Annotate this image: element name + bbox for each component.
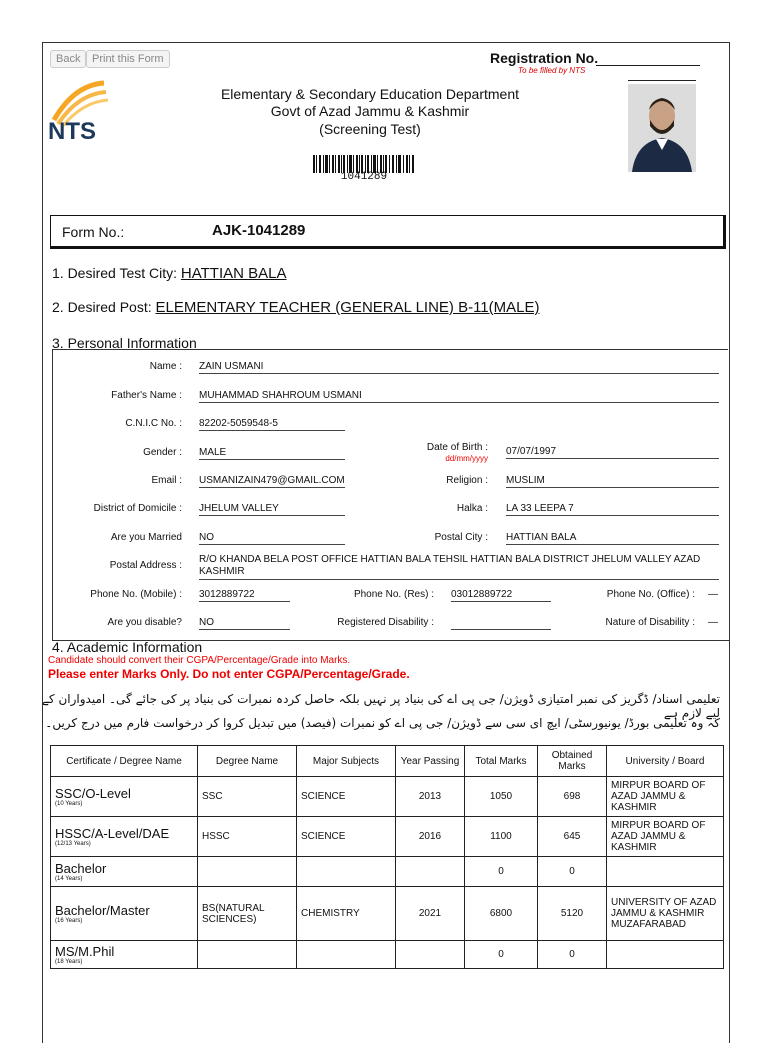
cert-cell (51, 941, 198, 969)
married-value: NO (199, 532, 345, 545)
major-cell: SCIENCE (297, 777, 396, 817)
disable-value: NO (199, 617, 290, 630)
major-cell: CHEMISTRY (297, 887, 396, 941)
year-cell: 2016 (396, 817, 465, 857)
desired-post (52, 299, 540, 316)
cert-name: SSC/O-Level (55, 786, 131, 801)
office-phone-label: Phone No. (Office) : (606, 589, 695, 600)
registration-line (596, 65, 700, 66)
desired-city-label: 1. Desired Test City: (52, 265, 178, 281)
name-value: ZAIN USMANI (199, 361, 719, 374)
domicile-label: District of Domicile : (93, 503, 182, 514)
cert-years: (16 Years) (55, 918, 83, 924)
urdu-instruction-2: کہ وہ تعلیمی بورڈ/ یونیورسٹی/ ایچ ای سی سے ڈویژن/ جی پی اے کو نمبرات (فیصد) میں تبدیل کروا کر درخواست فارم میں درج کریں۔ (45, 716, 720, 730)
cert-years: (18 Years) (55, 959, 83, 965)
religion-value: MUSLIM (506, 475, 719, 488)
academic-table (50, 745, 724, 969)
cert-cell (51, 857, 198, 887)
mobile-value: 3012889722 (199, 589, 290, 602)
postal-city-label: Postal City : (434, 532, 488, 543)
degree-cell (198, 857, 297, 887)
form-number-box (50, 215, 726, 249)
degree-cell: SSC (198, 777, 297, 817)
year-cell (396, 941, 465, 969)
table-row (51, 777, 724, 817)
degree-cell: HSSC (198, 817, 297, 857)
cert-name: Bachelor (55, 861, 107, 876)
total-cell: 1050 (465, 777, 538, 817)
office-phone-value: — (708, 589, 718, 600)
address-label: Postal Address : (109, 560, 182, 571)
desired-city-value: HATTIAN BALA (180, 265, 287, 282)
obtained-cell: 698 (538, 777, 607, 817)
academic-note-2: Please enter Marks Only. Do not enter CGPA/Percentage/Grade. (48, 667, 410, 681)
board-cell (607, 857, 724, 887)
dob-format-hint: dd/mm/yyyy (445, 454, 488, 463)
nature-disability-value: — (708, 617, 718, 628)
cert-name: HSSC/A-Level/DAE (55, 826, 170, 841)
gender-value: MALE (199, 447, 345, 460)
religion-label: Religion : (446, 475, 488, 486)
registration-label: Registration No. (490, 50, 599, 66)
nts-logo-text: NTS (48, 118, 96, 145)
cert-years: (12/13 Years) (55, 841, 91, 847)
res-phone-label: Phone No. (Res) : (353, 589, 434, 600)
nature-disability-label: Nature of Disability : (605, 617, 695, 628)
cert-years: (14 Years) (55, 876, 83, 882)
table-row (51, 941, 724, 969)
academic-info-heading: 4. Academic Information (52, 639, 203, 655)
year-cell (396, 857, 465, 887)
father-name-value: MUHAMMAD SHAHROUM USMANI (199, 390, 719, 403)
major-cell: SCIENCE (297, 817, 396, 857)
board-cell: MIRPUR BOARD OF AZAD JAMMU & KASHMIR (607, 817, 724, 857)
total-cell: 0 (465, 941, 538, 969)
total-cell: 1100 (465, 817, 538, 857)
col-major: Major Subjects (297, 746, 396, 777)
academic-table-header (51, 746, 724, 777)
registration-line-2 (628, 80, 696, 81)
col-obtained-marks: Obtained Marks (538, 746, 607, 777)
registration-note: To be filled by NTS (518, 66, 586, 75)
header-govt: Govt of Azad Jammu & Kashmir (270, 103, 470, 119)
barcode-number: 1041289 (340, 171, 388, 183)
cnic-label: C.N.I.C No. : (125, 418, 182, 429)
candidate-photo (628, 84, 696, 172)
dob-label: Date of Birth : (426, 442, 488, 453)
back-button[interactable]: Back (50, 50, 86, 68)
major-cell (297, 857, 396, 887)
disable-label: Are you disable? (107, 617, 182, 628)
postal-city-value: HATTIAN BALA (506, 532, 719, 545)
cert-cell (51, 817, 198, 857)
form-number-label: Form No.: (62, 224, 125, 240)
name-label: Name : (149, 361, 182, 372)
degree-cell (198, 941, 297, 969)
table-row (51, 887, 724, 941)
header-department: Elementary & Secondary Education Department (220, 86, 520, 102)
cert-cell (51, 887, 198, 941)
col-total-marks: Total Marks (465, 746, 538, 777)
desired-post-label: 2. Desired Post: (52, 299, 152, 315)
married-label: Are you Married (110, 532, 182, 543)
cert-name: MS/M.Phil (55, 944, 115, 959)
obtained-cell: 645 (538, 817, 607, 857)
gender-label: Gender : (143, 447, 182, 458)
registered-disability-value (451, 617, 551, 630)
registered-disability-label: Registered Disability : (337, 617, 434, 628)
urdu-instruction-1: تعلیمی اسناد/ ڈگریز کی نمبر امتیازی ڈویژن/ جی پی اے کی بنیاد پر نہیں بلکہ حاصل کردہ نمبرات کی بنیاد پر کی جائے گی۔ امیدواران کے لیے لازم ہے (41, 692, 720, 720)
address-value: R/O KHANDA BELA POST OFFICE HATTIAN BALA TEHSIL HATTIAN BALA DISTRICT JHELUM VALLEY AZAD KASHMIR (199, 554, 719, 580)
col-year: Year Passing (396, 746, 465, 777)
candidate-photo-image (628, 84, 696, 172)
father-name-label: Father's Name : (111, 390, 182, 401)
print-form-button[interactable]: Print this Form (86, 50, 170, 68)
col-certificate: Certificate / Degree Name (51, 746, 198, 777)
table-row (51, 817, 724, 857)
mobile-label: Phone No. (Mobile) : (90, 589, 182, 600)
board-cell: UNIVERSITY OF AZAD JAMMU & KASHMIR MUZAFARABAD (607, 887, 724, 941)
desired-city (52, 265, 287, 282)
cnic-value: 82202-5059548-5 (199, 418, 345, 431)
year-cell: 2013 (396, 777, 465, 817)
col-university: University / Board (607, 746, 724, 777)
form-number-value: AJK-1041289 (212, 222, 306, 239)
domicile-value: JHELUM VALLEY (199, 503, 345, 516)
col-degree: Degree Name (198, 746, 297, 777)
cert-years: (10 Years) (55, 801, 83, 807)
table-row (51, 857, 724, 887)
res-phone-value: 03012889722 (451, 589, 551, 602)
dob-value: 07/07/1997 (506, 446, 719, 459)
header-test: (Screening Test) (319, 121, 421, 137)
board-cell: MIRPUR BOARD OF AZAD JAMMU & KASHMIR (607, 777, 724, 817)
academic-note-1: Candidate should convert their CGPA/Percentage/Grade into Marks. (48, 655, 351, 666)
desired-post-value: ELEMENTARY TEACHER (GENERAL LINE) B-11(MALE) (155, 299, 540, 316)
obtained-cell: 0 (538, 941, 607, 969)
nts-logo (44, 80, 154, 145)
total-cell: 0 (465, 857, 538, 887)
obtained-cell: 0 (538, 857, 607, 887)
degree-cell: BS(NATURAL SCIENCES) (198, 887, 297, 941)
email-value: USMANIZAIN479@GMAIL.COM (199, 475, 345, 486)
email-label: Email : (151, 475, 182, 486)
personal-info-heading: 3. Personal Information (52, 335, 197, 351)
major-cell (297, 941, 396, 969)
total-cell: 6800 (465, 887, 538, 941)
obtained-cell: 5120 (538, 887, 607, 941)
cert-cell (51, 777, 198, 817)
cert-name: Bachelor/Master (55, 903, 150, 918)
board-cell (607, 941, 724, 969)
year-cell: 2021 (396, 887, 465, 941)
halka-label: Halka : (456, 503, 488, 514)
halka-value: LA 33 LEEPA 7 (506, 503, 719, 516)
